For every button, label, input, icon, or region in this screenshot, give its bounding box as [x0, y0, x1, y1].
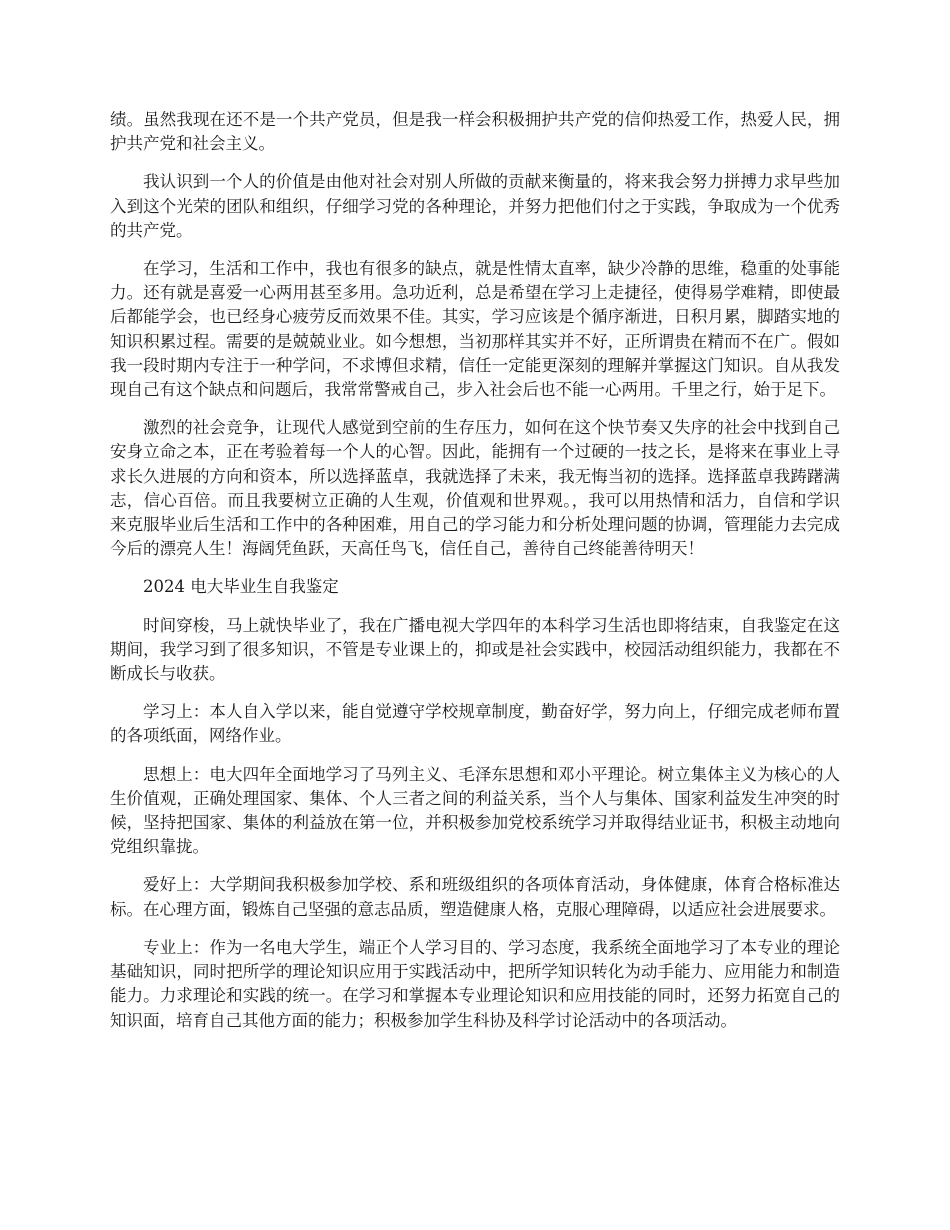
paragraph-shortcomings: 在学习，生活和工作中，我也有很多的缺点，就是性情太直率，缺少冷静的思维，稳重的处事能力。还有就是喜爱一心两用甚至多用。急功近利，总是希望在学习上走捷径，使得易学难精，即使最后都能学会，也已经身心疲劳反而效果不佳。其实，学习应该是个循序渐进，日积月累，脚踏实地的知识积累过程。需要的是兢兢业业。如今想想，当初那样其实并不好，正所谓贵在精而不在广。假如我一段时期内专注于一种学问，不求博但求精，信任一定能更深刻的理解并掌握这门知识。自从我发现自己有这个缺点和问题后，我常常警戒自己，步入社会后也不能一心两用。千里之行，始于足下。	[110, 259, 840, 400]
section-heading: 2024 电大毕业生自我鉴定	[143, 577, 339, 597]
paragraph-thought: 思想上：电大四年全面地学习了马列主义、毛泽东思想和邓小平理论。树立集体主义为核心的人生价值观，正确处理国家、集体、个人三者之间的利益关系，当个人与集体、国家利益发生冲突的时候，坚持把国家、集体的利益放在第一位，并积极参加党校系统学习并取得结业证书，积极主动地向党组织靠拢。	[110, 764, 840, 857]
paragraph-continuation: 绩。虽然我现在还不是一个共产党员，但是我一样会积极拥护共产党的信仰热爱工作，热爱人民，拥护共产党和社会主义。	[110, 110, 840, 154]
paragraph-value-of-person: 我认识到一个人的价值是由他对社会对别人所做的贡献来衡量的，将来我会努力拼搏力求早些加入到这个光荣的团队和组织，仔细学习党的各种理论，并努力把他们付之于实践，争取成为一个优秀的共产党。	[110, 172, 840, 240]
paragraph-major: 专业上：作为一名电大学生，端正个人学习目的、学习态度，我系统全面地学习了本专业的理论基础知识，同时把所学的理论知识应用于实践活动中，把所学知识转化为动手能力、应用能力和制造能力。力求理论和实践的统一。在学习和掌握本专业理论知识和应用技能的同时，还努力拓宽自己的知识面，培育自己其他方面的能力；积极参加学生科协及科学讨论活动中的各项活动。	[110, 937, 840, 1030]
paragraph-hobbies: 爱好上：大学期间我积极参加学校、系和班级组织的各项体育活动，身体健康，体育合格标准达标。在心理方面，锻炼自己坚强的意志品质，塑造健康人格，克服心理障碍，以适应社会进展要求。	[110, 875, 840, 919]
paragraph-competition: 激烈的社会竞争，让现代人感觉到空前的生存压力，如何在这个快节奏又失序的社会中找到自己安身立命之本，正在考验着每一个人的心智。因此，能拥有一个过硬的一技之长，是将来在事业上寻求长久进展的方向和资本，所以选择蓝卓，我就选择了未来，我无悔当初的选择。选择蓝卓我踌躇满志，信心百倍。而且我要树立正确的人生观，价值观和世界观。，我可以用热情和活力，自信和学识来克服毕业后生活和工作中的各种困难，用自己的学习能力和分析处理问题的协调，管理能力去完成今后的漂亮人生！海阔凭鱼跃，天高任鸟飞，信任自己，善待自己终能善待明天！	[110, 418, 840, 559]
paragraph-intro: 时间穿梭，马上就快毕业了，我在广播电视大学四年的本科学习生活也即将结束，自我鉴定在这期间，我学习到了很多知识，不管是专业课上的，抑或是社会实践中，校园活动组织能力，我都在不断成长与收获。	[110, 615, 840, 684]
paragraph-study: 学习上：本人自入学以来，能自觉遵守学校规章制度，勤奋好学，努力向上，仔细完成老师布置的各项纸面，网络作业。	[110, 702, 840, 746]
document-page	[110, 108, 840, 1047]
